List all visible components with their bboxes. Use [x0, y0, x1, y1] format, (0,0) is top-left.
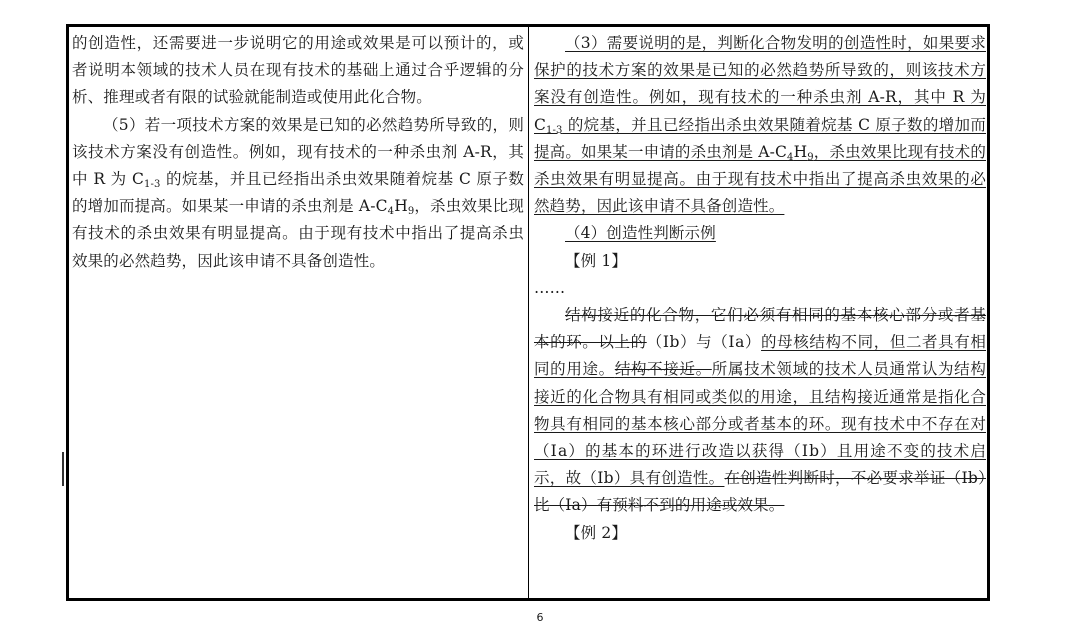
struck-text-2: 结构不接近。 [614, 360, 712, 379]
struck-text-3: 在创造性判断时，不必要求举证（Ⅰb）比（Ⅰa）有预料不到的用途或效果。 [534, 469, 986, 515]
right-p1-sub-2: 4 [787, 151, 794, 163]
inserted-text-1: 的母核结构不同，但二者具有相同的用途。 [534, 333, 987, 379]
right-paragraph-3 [534, 302, 986, 520]
left-p2-text-a: （5）若一项技术方案的效果是已知的必然趋势所导致的，则该技术方案没有创造性。例如，现有技术的一种杀虫剂 A-R，其中 R 为 C [72, 115, 524, 189]
inserted-text-2: 所属技术领域的技术人员通常认为结构接近的化合物具有相同或类似的用途，且结构接近通常是指化合物具有相同的基本核心部分或者基本的环。现有技术中不存在对（Ⅰa）的基本的环进行改造以获得（Ⅰb）且用途不变的技术启示，故（Ⅰb）具有创造性。 [534, 360, 986, 488]
page-number: 6 [536, 611, 544, 624]
formula-reference: （Ⅰb）与（Ⅰa） [646, 333, 762, 352]
left-p2-sub-1: 1-3 [144, 179, 161, 191]
column-divider [528, 24, 529, 601]
right-p1-text-b: 的烷基，并且已经指出杀虫效果随着烷基 C 原子数的增加而提高。如果某一申请的杀虫剂是 A-C [534, 115, 986, 161]
example-1-label: 【例 1】 [565, 251, 628, 270]
left-paragraph-1 [72, 30, 524, 112]
left-p2-sub-2: 4 [387, 206, 395, 218]
struck-text-1: 结构接近的化合物，它们必须有相同的基本核心部分或者基本的环。以上的 [534, 306, 986, 352]
left-p2-text-b: 的烷基，并且已经指出杀虫效果随着烷基 C 原子数的增加而提高。如果某一申请的杀虫剂是 A-C [72, 170, 524, 216]
right-p1-text-c: H [793, 142, 808, 161]
left-paragraph-2 [72, 112, 524, 275]
left-p2-text-c: H [394, 197, 408, 216]
left-column [72, 30, 524, 275]
left-p2-sub-3: 9 [407, 206, 415, 218]
right-p1-text-d: ，杀虫效果比现有技术的杀虫效果有明显提高。由于现有技术中指出了提高杀虫效果的必然趋势，因此该申请不具备创造性。 [534, 142, 986, 216]
right-p1-sub-1: 1-3 [546, 124, 563, 136]
right-heading-4: （4）创造性判断示例 [565, 224, 716, 243]
right-paragraph-1 [534, 30, 986, 220]
right-column [534, 30, 986, 547]
right-p1-text-a: （3）需要说明的是，判断化合物发明的创造性时，如果要求保护的技术方案的效果是已知的必然趋势所导致的，则该技术方案没有创造性。例如，现有技术的一种杀虫剂 A-R，其中 R 为 C [534, 34, 986, 134]
margin-mark [62, 452, 64, 486]
left-p2-text-d: ，杀虫效果比现有技术的杀虫效果有明显提高。由于现有技术中指出了提高杀虫效果的必然趋势，因此该申请不具备创造性。 [72, 197, 524, 270]
example-2-label: 【例 2】 [565, 523, 628, 542]
left-paragraph-1-text: 的创造性，还需要进一步说明它的用途或效果是可以预计的，或者说明本领域的技术人员在现有技术的基础上通过合乎逻辑的分析、推理或者有限的试验就能制造或使用此化合物。 [72, 34, 524, 107]
ellipsis: …… [534, 278, 566, 297]
right-p1-sub-3: 9 [807, 151, 814, 163]
